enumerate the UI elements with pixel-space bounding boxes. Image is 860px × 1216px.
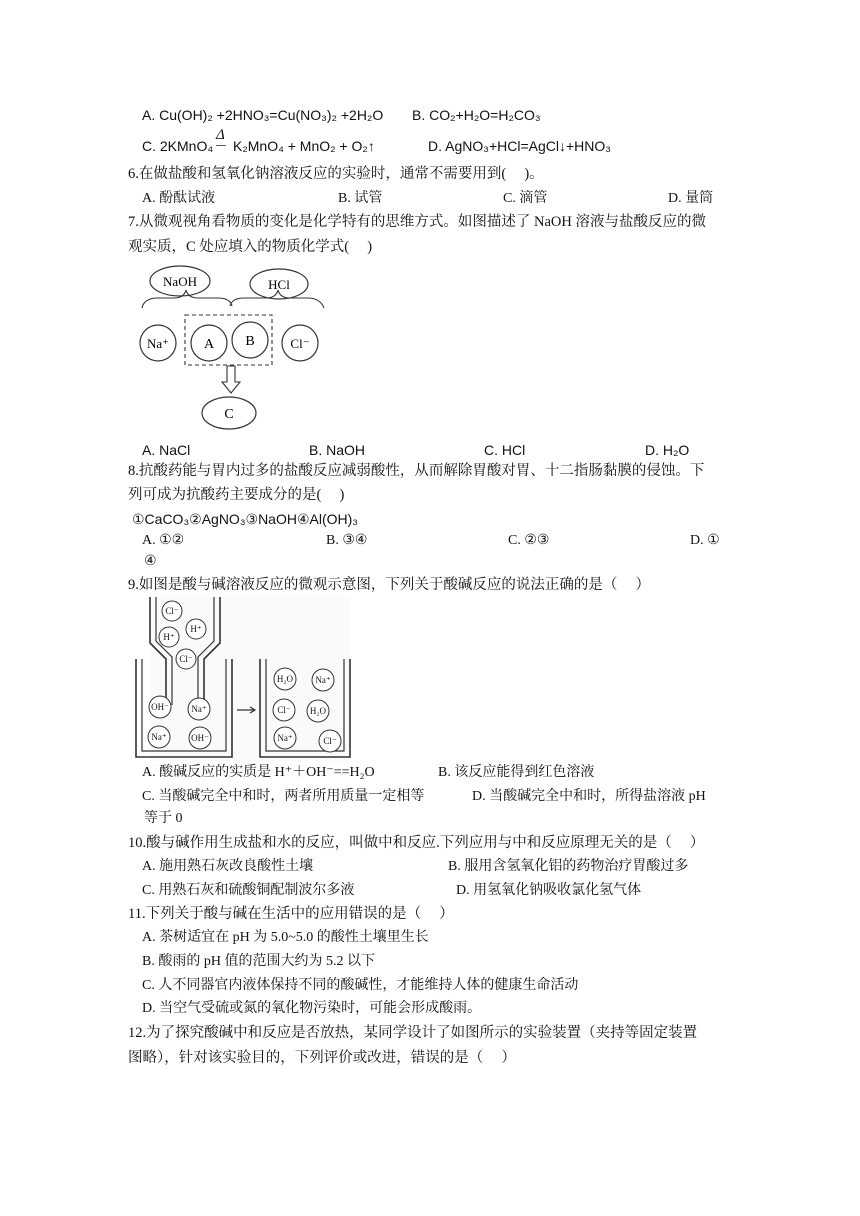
q7-option-a: A. NaCl xyxy=(142,442,191,458)
q10-stem: 10.酸与碱作用生成盐和水的反应，叫做中和反应.下列应用与中和反应原理无关的是（ ） xyxy=(128,835,705,851)
q8-stem-line2: 列可成为抗酸药主要成分的是( ) xyxy=(128,487,345,503)
left-na-ion-2: Na⁺ xyxy=(151,732,167,742)
q9-option-d-wrap: 等于 0 xyxy=(144,811,183,826)
q10-option-d: D. 用氢氧化钠吸收氯化氢气体 xyxy=(456,883,642,898)
na-ion-label: Na⁺ xyxy=(146,336,170,351)
q6-option-b: B. 试管 xyxy=(338,191,383,206)
left-oh-ion-2: OH⁻ xyxy=(191,733,209,743)
q8-option-b: B. ③④ xyxy=(326,533,368,548)
q5-option-c-right: K₂MnO₄ + MnO₂ + O₂↑ xyxy=(233,138,375,154)
q10-option-b: B. 服用含氢氧化铝的药物治疗胃酸过多 xyxy=(448,859,689,874)
right-na-ion-2: Na⁺ xyxy=(277,733,293,743)
a-label: A xyxy=(203,337,215,352)
q12-stem-line2: 图略），针对该实验目的，下列评价或改进，错误的是（ ） xyxy=(128,1050,516,1066)
q5-option-a: A. Cu(OH)₂ +2HNO₃=Cu(NO₃)₂ +2H₂O xyxy=(142,107,384,123)
q12-stem-line1: 12.为了探究酸碱中和反应是否放热，某同学设计了如图所示的实验装置（夹持等固定装置 xyxy=(128,1025,698,1041)
q9-option-b: B. 该反应能得到红色溶液 xyxy=(438,765,595,780)
q8-option-d-wrap: ④ xyxy=(144,554,157,569)
heat-symbol: Δ xyxy=(216,127,225,143)
q8-stem-line1: 8.抗酸药能与胃内过多的盐酸反应减弱酸性，从而解除胃酸对胃、十二指肠黏膜的侵蚀。下 xyxy=(128,463,705,479)
q7-stem-line2: 观实质，C 处应填入的物质化学式( ) xyxy=(128,239,373,255)
q9-option-c: C. 当酸碱完全中和时，两者所用质量一定相等 xyxy=(142,789,425,804)
q7-stem-line1: 7.从微观视角看物质的变化是化学特有的思维方式。如图描述了 NaOH 溶液与盐酸反应的微 xyxy=(128,214,706,230)
q7-reaction-diagram xyxy=(134,260,334,432)
c-label: C xyxy=(224,407,234,422)
cl-ion-label: Cl⁻ xyxy=(290,336,310,351)
q9-stem: 9.如图是酸与碱溶液反应的微观示意图，下列关于酸碱反应的说法正确的是（ ） xyxy=(128,577,650,593)
q10-option-c: C. 用熟石灰和硫酸铜配制波尔多液 xyxy=(142,883,355,898)
q10-option-a: A. 施用熟石灰改良酸性土壤 xyxy=(142,859,314,874)
right-cl-ion-2: Cl⁻ xyxy=(323,736,337,746)
q8-option-a: A. ①② xyxy=(142,533,185,548)
left-oh-ion-1: OH⁻ xyxy=(151,702,169,712)
q6-option-d: D. 量筒 xyxy=(668,191,714,206)
q8-option-d: D. ① xyxy=(690,533,720,548)
q8-option-c: C. ②③ xyxy=(508,533,550,548)
q11-option-d: D. 当空气受硫或氮的氧化物污染时，可能会形成酸雨。 xyxy=(142,1001,482,1016)
q9-option-a: A. 酸碱反应的实质是 H⁺＋OH⁻==H₂O xyxy=(142,765,375,780)
right-h2o-2: H₂O xyxy=(309,706,327,716)
q6-option-c: C. 滴管 xyxy=(503,191,548,206)
right-h2o-1: H₂O xyxy=(276,674,294,684)
q11-stem: 11.下列关于酸与碱在生活中的应用错误的是（ ） xyxy=(128,906,454,922)
hcl-label: HCl xyxy=(268,277,290,292)
funnel-h-ion-1: H⁺ xyxy=(163,632,175,642)
q11-option-b: B. 酸雨的 pH 值的范围大约为 5.2 以下 xyxy=(142,954,375,969)
b-label: B xyxy=(245,334,255,349)
funnel-cl-ion-2: Cl⁻ xyxy=(179,654,193,664)
q6-stem: 6.在做盐酸和氢氧化钠溶液反应的实验时，通常不需要用到( )。 xyxy=(128,166,544,182)
q6-option-a: A. 酚酞试液 xyxy=(142,191,216,206)
funnel-h-ion-2: H⁺ xyxy=(190,624,202,634)
q8-choices: ①CaCO₃②AgNO₃③NaOH④Al(OH)₃ xyxy=(132,511,358,527)
q7-option-c: C. HCl xyxy=(484,442,526,458)
heat-bar xyxy=(216,145,226,146)
q9-reaction-diagram xyxy=(134,597,352,761)
right-cl-ion-1: Cl⁻ xyxy=(277,705,291,715)
funnel-cl-ion-1: Cl⁻ xyxy=(165,606,179,616)
left-na-ion-1: Na⁺ xyxy=(191,704,207,714)
right-na-ion-1: Na⁺ xyxy=(315,675,331,685)
q5-option-b: B. CO₂+H₂O=H₂CO₃ xyxy=(412,107,541,123)
q9-option-d: D. 当酸碱完全中和时，所得盐溶液 pH xyxy=(472,789,706,804)
q7-option-b: B. NaOH xyxy=(309,442,366,458)
q5-option-d: D. AgNO₃+HCl=AgCl↓+HNO₃ xyxy=(428,138,611,154)
naoh-label: NaOH xyxy=(163,274,197,289)
q11-option-c: C. 人不同器官内液体保持不同的酸碱性，才能维持人体的健康生命活动 xyxy=(142,978,579,993)
q7-option-d: D. H₂O xyxy=(645,442,690,458)
q11-option-a: A. 茶树适宜在 pH 为 5.0~5.0 的酸性土壤里生长 xyxy=(142,930,429,945)
q5-option-c-left: C. 2KMnO₄ xyxy=(142,138,214,154)
